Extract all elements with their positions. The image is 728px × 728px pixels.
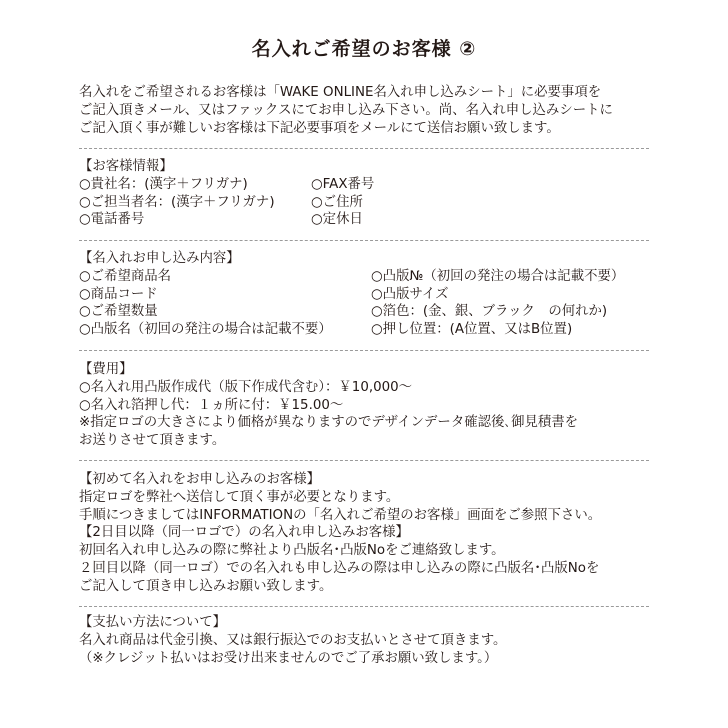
list-item: ○ご担当者名：(漢字＋フリガナ) xyxy=(79,194,275,210)
fee-line: ○名入れ箔押し代：１ヵ所に付：￥15.00〜 xyxy=(79,397,344,413)
text-line: 初回名入れ申し込みの際に弊社より凸版名･凸版Noをご連絡致します。 xyxy=(79,543,505,559)
list-item: ○ご希望数量 xyxy=(79,304,158,320)
section-heading: 【費用】 xyxy=(79,362,133,377)
intro-text xyxy=(79,84,649,137)
list-item: ○ご住所 xyxy=(311,194,363,210)
fee-line: お送りさせて頂きます。 xyxy=(79,433,226,449)
list-item: ○定休日 xyxy=(311,212,363,228)
section-heading: 【初めて名入れをお申し込みのお客様】 xyxy=(79,472,321,487)
list-item: ○商品コード xyxy=(79,286,158,302)
fee-line: ○名入れ用凸版作成代（版下作成代含む）：￥10,000〜 xyxy=(79,379,413,395)
list-item: ○凸版名（初回の発注の場合は記載不要） xyxy=(79,322,332,338)
text-line: 名入れ商品は代金引換、又は銀行振込でのお支払いとさせて頂きます。 xyxy=(79,632,507,648)
subsection-heading: 【2日目以降（同一ロゴで）の名入れ申し込みお客様】 xyxy=(79,525,409,541)
section-divider xyxy=(79,148,649,149)
intro-line: ご記入頂く事が難しいお客様は下記必要事項をメールにて送信お願い致します。 xyxy=(79,120,560,136)
customer-info-section xyxy=(79,158,649,229)
first-time-section xyxy=(79,471,649,596)
page-title: 名入れご希望のお客様 ② xyxy=(251,38,477,60)
list-item: ○押し位置：(A位置、又はB位置) xyxy=(371,322,573,338)
list-item: ○ご希望商品名 xyxy=(79,268,172,284)
fees-section xyxy=(79,361,649,450)
payment-section xyxy=(79,614,649,667)
list-item: ○FAX番号 xyxy=(311,176,375,192)
intro-line: 名入れをご希望されるお客様は「WAKE ONLINE名入れ申し込みシート」に必要事項を xyxy=(79,85,602,100)
section-divider xyxy=(79,350,649,351)
section-heading: 【支払い方法について】 xyxy=(79,615,227,630)
text-line: 指定ロゴを弊社へ送信して頂く事が必要となります。 xyxy=(79,489,400,505)
text-line: 手順につきましてはINFORMATIONの「名入れご希望のお客様」画面をご参照下さい。 xyxy=(79,507,602,523)
list-item: ○貴社名：(漢字＋フリガナ) xyxy=(79,176,248,192)
section-divider xyxy=(79,240,649,241)
order-info-section xyxy=(79,250,649,339)
text-line: （※クレジット払いはお受け出来ませんのでご了承お願い致します。） xyxy=(79,650,498,666)
text-line: ２回目以降（同一ロゴ）での名入れも申し込みの際は申し込みの際に凸版名･凸版Noを xyxy=(79,560,600,576)
section-heading: 【お客様情報】 xyxy=(79,159,173,174)
section-heading: 【名入れお申し込み内容】 xyxy=(79,251,240,266)
list-item: ○箔色：(金、銀、ブラック の何れか) xyxy=(371,304,608,320)
list-item: ○凸版サイズ xyxy=(371,286,449,302)
customer-info-right xyxy=(311,176,374,229)
text-line: ご記入して頂き申し込みお願い致します。 xyxy=(79,578,333,594)
order-info-left xyxy=(79,268,371,339)
fee-line: ※指定ロゴの大きさにより価格が異なりますのでデザインデータ確認後､御見積書を xyxy=(79,415,579,431)
section-divider xyxy=(79,460,649,461)
order-info-right xyxy=(371,268,624,339)
section-divider xyxy=(79,606,649,607)
list-item: ○凸版№（初回の発注の場合は記載不要） xyxy=(371,268,625,284)
customer-info-left xyxy=(79,176,311,229)
intro-line: ご記入頂きメール、又はファックスにてお申し込み下さい。尚、名入れ申し込みシートに xyxy=(79,102,613,118)
list-item: ○電話番号 xyxy=(79,212,145,228)
